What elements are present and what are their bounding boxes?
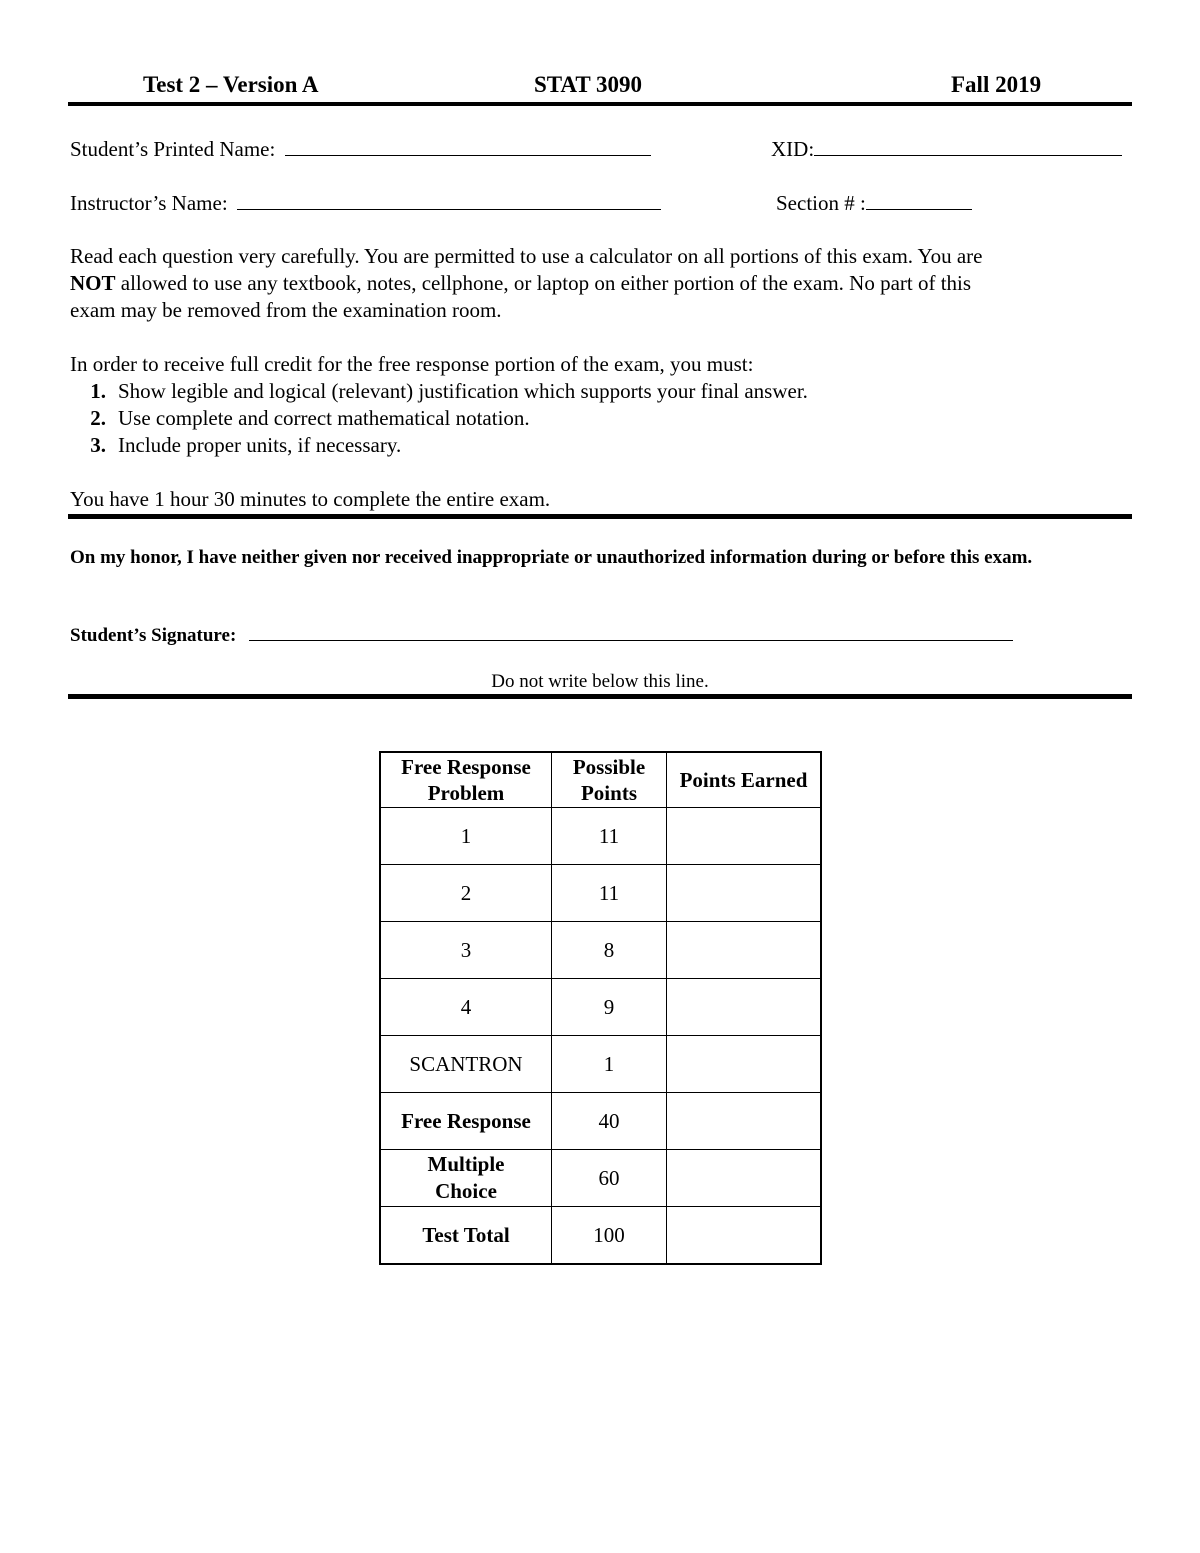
row-problem-label: Multiple Choice xyxy=(380,1150,552,1207)
row-problem-label: 4 xyxy=(380,979,552,1036)
header-points-earned: Points Earned xyxy=(667,752,822,808)
not-emphasis: NOT xyxy=(70,271,116,295)
instructions-paragraph xyxy=(70,243,1130,324)
row-points-earned-field[interactable] xyxy=(667,1093,822,1150)
row-points-earned-field[interactable] xyxy=(667,1150,822,1207)
signature-row xyxy=(70,621,1013,647)
row-points-earned-field[interactable] xyxy=(667,922,822,979)
score-table-body xyxy=(380,808,821,1265)
row-problem-label: 2 xyxy=(380,865,552,922)
row-possible-points: 9 xyxy=(552,979,667,1036)
score-table-row xyxy=(380,922,821,979)
header-course: STAT 3090 xyxy=(534,72,643,97)
row-possible-points: 1 xyxy=(552,1036,667,1093)
row-points-earned-field[interactable] xyxy=(667,1036,822,1093)
instructions-line-2-text: allowed to use any textbook, notes, cellphone, or laptop on either portion of the exam. No part of this xyxy=(115,271,972,295)
instructions-line-1: Read each question very carefully. You are permitted to use a calculator on all portions of this exam. You are xyxy=(70,244,983,268)
signature-field[interactable] xyxy=(249,621,1013,641)
section-row xyxy=(776,190,972,216)
do-not-write-rule xyxy=(68,694,1132,699)
row-possible-points: 100 xyxy=(552,1207,667,1265)
score-table-row xyxy=(380,979,821,1036)
score-table-row xyxy=(380,865,821,922)
instructor-label: Instructor’s Name: xyxy=(70,191,228,215)
requirement-text: Show legible and logical (relevant) justification which supports your final answer. xyxy=(118,379,808,403)
score-table-row xyxy=(380,1036,821,1093)
signature-label: Student’s Signature: xyxy=(70,625,237,646)
score-table-row xyxy=(380,808,821,865)
requirement-text: Use complete and correct mathematical notation. xyxy=(118,406,530,430)
row-possible-points: 11 xyxy=(552,865,667,922)
xid-label: XID: xyxy=(771,137,815,161)
requirement-text: Include proper units, if necessary. xyxy=(118,433,402,457)
instructor-row xyxy=(70,190,661,216)
requirement-number: 3. xyxy=(90,433,106,457)
header-test-version: Test 2 – Version A xyxy=(143,72,319,97)
student-name-field[interactable] xyxy=(285,136,651,156)
score-table-row xyxy=(380,1150,821,1207)
score-table-row xyxy=(380,1207,821,1265)
instructions-line-2 xyxy=(70,270,1130,297)
xid-row xyxy=(771,136,1122,162)
score-table-row xyxy=(380,1093,821,1150)
row-problem-label: 1 xyxy=(380,808,552,865)
requirement-item xyxy=(70,432,1130,459)
instructor-field[interactable] xyxy=(237,190,661,210)
section-field[interactable] xyxy=(866,190,972,210)
row-points-earned-field[interactable] xyxy=(667,979,822,1036)
row-problem-label: Test Total xyxy=(380,1207,552,1265)
student-name-label: Student’s Printed Name: xyxy=(70,137,276,161)
row-points-earned-field[interactable] xyxy=(667,865,822,922)
header-possible-points: Possible Points xyxy=(552,752,667,808)
score-table-header-row xyxy=(380,752,821,808)
row-problem-label: Free Response xyxy=(380,1093,552,1150)
section-label: Section # : xyxy=(776,191,866,215)
row-problem-label: SCANTRON xyxy=(380,1036,552,1093)
requirements-intro: In order to receive full credit for the free response portion of the exam, you must: xyxy=(70,352,754,376)
row-problem-label: 3 xyxy=(380,922,552,979)
time-note: You have 1 hour 30 minutes to complete the entire exam. xyxy=(70,487,551,511)
requirement-number: 2. xyxy=(90,406,106,430)
instructions-line-3: exam may be removed from the examination room. xyxy=(70,298,502,322)
header-free-response-problem: Free Response Problem xyxy=(380,752,552,808)
requirement-item xyxy=(70,405,1130,432)
instructions-rule xyxy=(68,514,1132,519)
score-table xyxy=(379,751,822,1265)
requirement-item xyxy=(70,378,1130,405)
do-not-write-note: Do not write below this line. xyxy=(491,671,709,692)
requirements-list xyxy=(70,378,1130,459)
row-points-earned-field[interactable] xyxy=(667,1207,822,1265)
honor-statement: On my honor, I have neither given nor received inappropriate or unauthorized information during or before this exam. xyxy=(70,547,1033,568)
row-possible-points: 8 xyxy=(552,922,667,979)
requirements-paragraph xyxy=(70,351,1130,459)
row-possible-points: 40 xyxy=(552,1093,667,1150)
header-rule xyxy=(68,102,1132,106)
row-points-earned-field[interactable] xyxy=(667,808,822,865)
row-possible-points: 60 xyxy=(552,1150,667,1207)
row-possible-points: 11 xyxy=(552,808,667,865)
xid-field[interactable] xyxy=(814,136,1122,156)
header-term: Fall 2019 xyxy=(951,72,1042,97)
requirement-number: 1. xyxy=(90,379,106,403)
student-name-row xyxy=(70,136,651,162)
